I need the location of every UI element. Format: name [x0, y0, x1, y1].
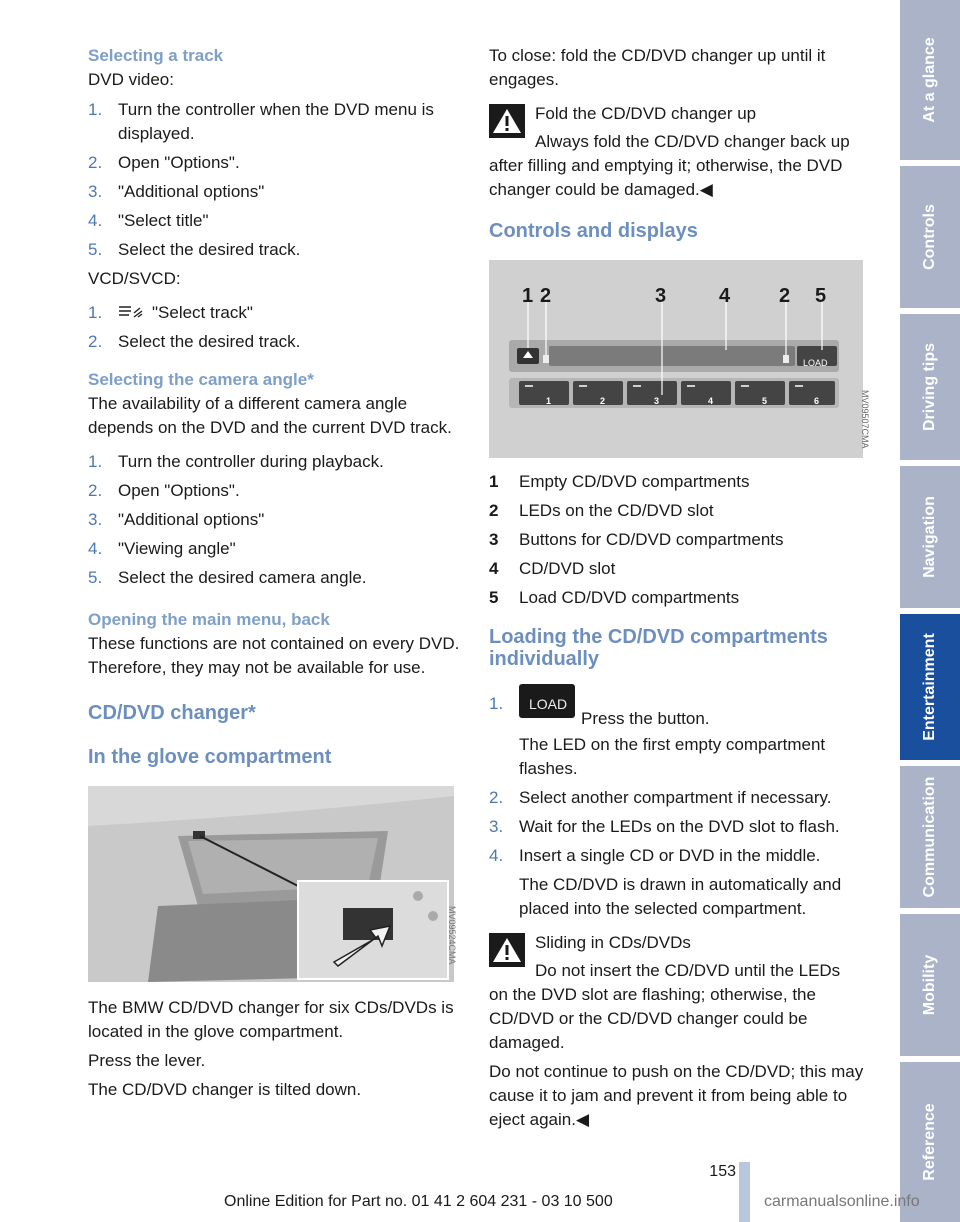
tab-mobility[interactable]: Mobility	[900, 914, 960, 1056]
section-heading-glove: In the glove compartment	[88, 746, 332, 768]
slot-button-label: 4	[708, 396, 714, 406]
warning-triangle-icon	[489, 104, 525, 138]
section-heading-loading: Loading the CD/DVD compartments individually	[489, 626, 828, 670]
dvd-label: DVD video:	[88, 70, 174, 89]
callout-label: 2	[779, 285, 791, 307]
list-item: 2. Open "Options".	[88, 153, 240, 172]
list-item: 2. Select another compartment if necessary.	[489, 788, 832, 807]
warning-body-rest: on the DVD slot are flashing; otherwise, the CD/DVD or the CD/DVD changer could be damaged.	[489, 985, 816, 1052]
list-item: 4. "Viewing angle"	[88, 539, 236, 558]
slot-button-label: 6	[814, 396, 820, 406]
section-heading-selecting-track: Selecting a track	[88, 46, 224, 65]
step-note: The LED on the first empty compartment flashes.	[519, 735, 826, 778]
right-column	[489, 44, 870, 1132]
warning-triangle-icon	[489, 933, 525, 967]
photo-code: MV09524CMA	[447, 906, 457, 965]
list-item: 3. "Additional options"	[88, 510, 265, 529]
footer-watermark: carmanualsonline.info	[764, 1193, 920, 1210]
tab-reference[interactable]: Reference	[900, 1062, 960, 1222]
warning-title: Sliding in CDs/DVDs	[535, 933, 691, 952]
slot-button-label: 5	[762, 396, 768, 406]
warning-title: Fold the CD/DVD changer up	[535, 104, 757, 123]
section-heading-cd-changer: CD/DVD changer*	[88, 702, 256, 724]
track-list-icon	[116, 303, 146, 321]
list-item: 2. Open "Options".	[88, 481, 240, 500]
page-number: 153	[709, 1163, 736, 1180]
load-button-label: LOAD	[803, 358, 828, 368]
warning-body-first: Do not insert the CD/DVD until the LEDs	[535, 961, 841, 980]
legend-row: 4 CD/DVD slot	[489, 559, 616, 578]
callout-label: 4	[719, 285, 731, 307]
legend-row: 5 Load CD/DVD compartments	[489, 588, 740, 607]
legend-row: 2 LEDs on the CD/DVD slot	[489, 501, 714, 520]
tab-driving-tips[interactable]: Driving tips	[900, 314, 960, 460]
chapter-sidebar	[900, 0, 960, 1222]
warning-fold	[489, 102, 867, 202]
legend-list	[489, 470, 867, 610]
camera-steps-list	[88, 450, 460, 590]
list-item: 3. "Additional options"	[88, 182, 265, 201]
section-heading-camera-angle: Selecting the camera angle*	[88, 370, 314, 389]
list-item: 5. Select the desired camera angle.	[88, 568, 367, 587]
footer-accent-bar	[739, 1162, 750, 1222]
list-item: 1. "Select track"	[88, 303, 253, 322]
section-heading-main-menu: Opening the main menu, back	[88, 610, 330, 629]
warning-body-first: Always fold the CD/DVD changer back up	[535, 132, 850, 151]
section-heading-controls: Controls and displays	[489, 220, 698, 242]
tab-entertainment[interactable]: Entertainment	[900, 614, 960, 760]
legend-row: 3 Buttons for CD/DVD compartments	[489, 530, 784, 549]
glove-text-3: The CD/DVD changer is tilted down.	[88, 1080, 362, 1099]
tab-navigation[interactable]: Navigation	[900, 466, 960, 608]
glove-text-2: Press the lever.	[88, 1051, 206, 1070]
glove-text-1: The BMW CD/DVD changer for six CDs/DVDs is located in the glove compartment.	[88, 998, 454, 1041]
callout-label: 3	[655, 285, 667, 307]
callout-label: 5	[815, 285, 827, 307]
slot-button-label: 1	[546, 396, 552, 406]
list-item: 1. LOAD Press the button. The LED on the first empty compartment flashes.	[489, 682, 867, 781]
list-item: 2. Select the desired track.	[88, 332, 301, 351]
step-note: The CD/DVD is drawn in automatically and placed into the selected compartment.	[519, 875, 842, 918]
tab-at-a-glance[interactable]: At a glance	[900, 0, 960, 160]
left-column	[88, 44, 460, 1102]
list-item: 1. Turn the controller when the DVD menu is displayed.	[88, 100, 434, 143]
footer-edition: Online Edition for Part no. 01 41 2 604 231 - 03 10 500	[224, 1193, 613, 1210]
load-button-image: LOAD	[519, 684, 575, 718]
tab-communication[interactable]: Communication	[900, 766, 960, 908]
callout-label: 2	[540, 285, 552, 307]
final-text: Do not continue to push on the CD/DVD; this may cause it to jam and prevent it from being able to eject again.◀	[489, 1062, 864, 1129]
close-text: To close: fold the CD/DVD changer up until it engages.	[489, 46, 826, 89]
tab-controls[interactable]: Controls	[900, 166, 960, 308]
glove-compartment-photo	[88, 786, 457, 982]
main-menu-text: These functions are not contained on every DVD. Therefore, they may not be available for use.	[88, 634, 460, 677]
warning-body-rest: after filling and emptying it; otherwise, the DVD changer could be damaged.◀	[489, 156, 843, 199]
dvd-steps-list	[88, 98, 460, 262]
list-item: 3. Wait for the LEDs on the DVD slot to flash.	[489, 817, 840, 836]
controls-diagram	[489, 260, 870, 458]
warning-sliding	[489, 931, 867, 1055]
photo-code: MV09507CMA	[860, 390, 870, 449]
loading-steps-list	[489, 682, 867, 921]
slot-button-label: 3	[654, 396, 660, 406]
slot-button-label: 2	[600, 396, 606, 406]
list-item: 1. Turn the controller during playback.	[88, 452, 384, 471]
vcd-steps-list	[88, 301, 460, 354]
callout-label: 1	[522, 285, 534, 307]
list-item: 5. Select the desired track.	[88, 240, 301, 259]
camera-angle-intro: The availability of a different camera angle depends on the DVD and the current DVD track.	[88, 394, 452, 437]
list-item: 4. Insert a single CD or DVD in the middle. The CD/DVD is drawn in automatically and placed into the selected compartment.	[489, 844, 867, 921]
list-item: 4. "Select title"	[88, 211, 209, 230]
legend-row: 1 Empty CD/DVD compartments	[489, 472, 750, 491]
vcd-label: VCD/SVCD:	[88, 269, 181, 288]
